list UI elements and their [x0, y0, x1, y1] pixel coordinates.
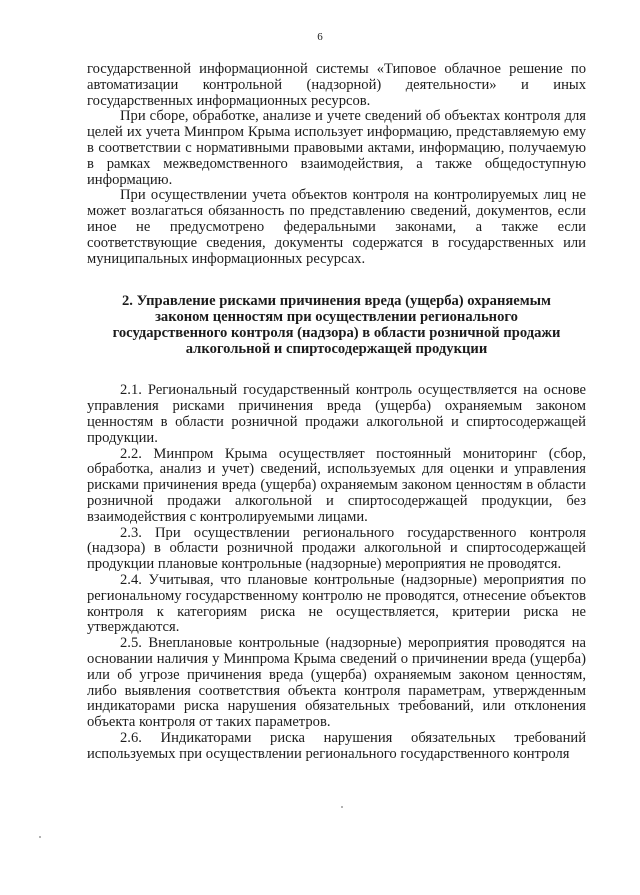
paragraph-continuation: государственной информационной системы «Типовое облачное решение по автоматизации контрольной (надзорной) деятельности» и иных государственных информационных ресурсов.: [87, 61, 586, 109]
paragraph-2-4: 2.4. Учитывая, что плановые контрольные (надзорные) мероприятия по региональному государственному контролю не проводятся, отнесение объектов контроля к категориям риска не осуществляется, критерии риска не утверждаются.: [87, 571, 586, 636]
paragraph-2-5: 2.5. Внеплановые контрольные (надзорные) мероприятия проводятся на основании наличия у Минпрома Крыма сведений о причинении вреда (ущерба) или об угрозе причинения вреда (ущерба) охраняемым законом ценностям, либо выявления соответствия объекта контроля параметрам, утвержденным индикаторами риска нарушения обязательных требований, или отклонения объекта контроля от таких параметров.: [87, 635, 586, 731]
page-number: 6: [317, 31, 323, 43]
scan-speck: [39, 836, 41, 838]
paragraph-no-obligation: При осуществлении учета объектов контроля на контролируемых лиц не может возлагаться обязанность по представлению сведений, документов, если иное не предусмотрено федеральными законами, а также если соответствующие сведения, документы содержатся в государственных или муниципальных информационных ресурсах.: [87, 187, 586, 267]
paragraph-data-collection: При сборе, обработке, анализе и учете сведений об объектах контроля для целей их учета Минпром Крыма использует информацию, представляемую ему в соответствии с нормативными правовыми актами, информацию, получаемую в рамках межведомственного взаимодействия, а также общедоступную информацию.: [87, 108, 586, 188]
scan-speck: [341, 806, 343, 808]
paragraph-2-3: 2.3. При осуществлении регионального государственного контроля (надзора) в области розничной продажи алкогольной и спиртосодержащей продукции плановые контрольные (надзорные) мероприятия не проводятся.: [87, 524, 586, 573]
paragraph-2-2: 2.2. Минпром Крыма осуществляет постоянный мониторинг (сбор, обработка, анализ и учет) сведений, используемых для оценки и управления рисками причинения вреда (ущерба) охраняемым законом ценностям в области розничной продажи алкогольной и спиртосодержащей продукции, без взаимодействия с контролируемыми лицами.: [87, 445, 586, 525]
section-heading: 2. Управление рисками причинения вреда (ущерба) охраняемым законом ценностям при осуществлении регионального государственного контроля (надзора) в области розничной продажи алкогольной и спиртосодержащей продукции: [112, 293, 561, 358]
paragraph-2-6: 2.6. Индикаторами риска нарушения обязательных требований используемых при осуществлении регионального государственного контроля: [87, 729, 586, 762]
page-content: [87, 62, 586, 762]
paragraph-2-1: 2.1. Региональный государственный контроль осуществляется на основе управления рисками причинения вреда (ущерба) охраняемым законом ценностям в области розничной продажи алкогольной и спиртосодержащей продукции.: [87, 382, 586, 446]
